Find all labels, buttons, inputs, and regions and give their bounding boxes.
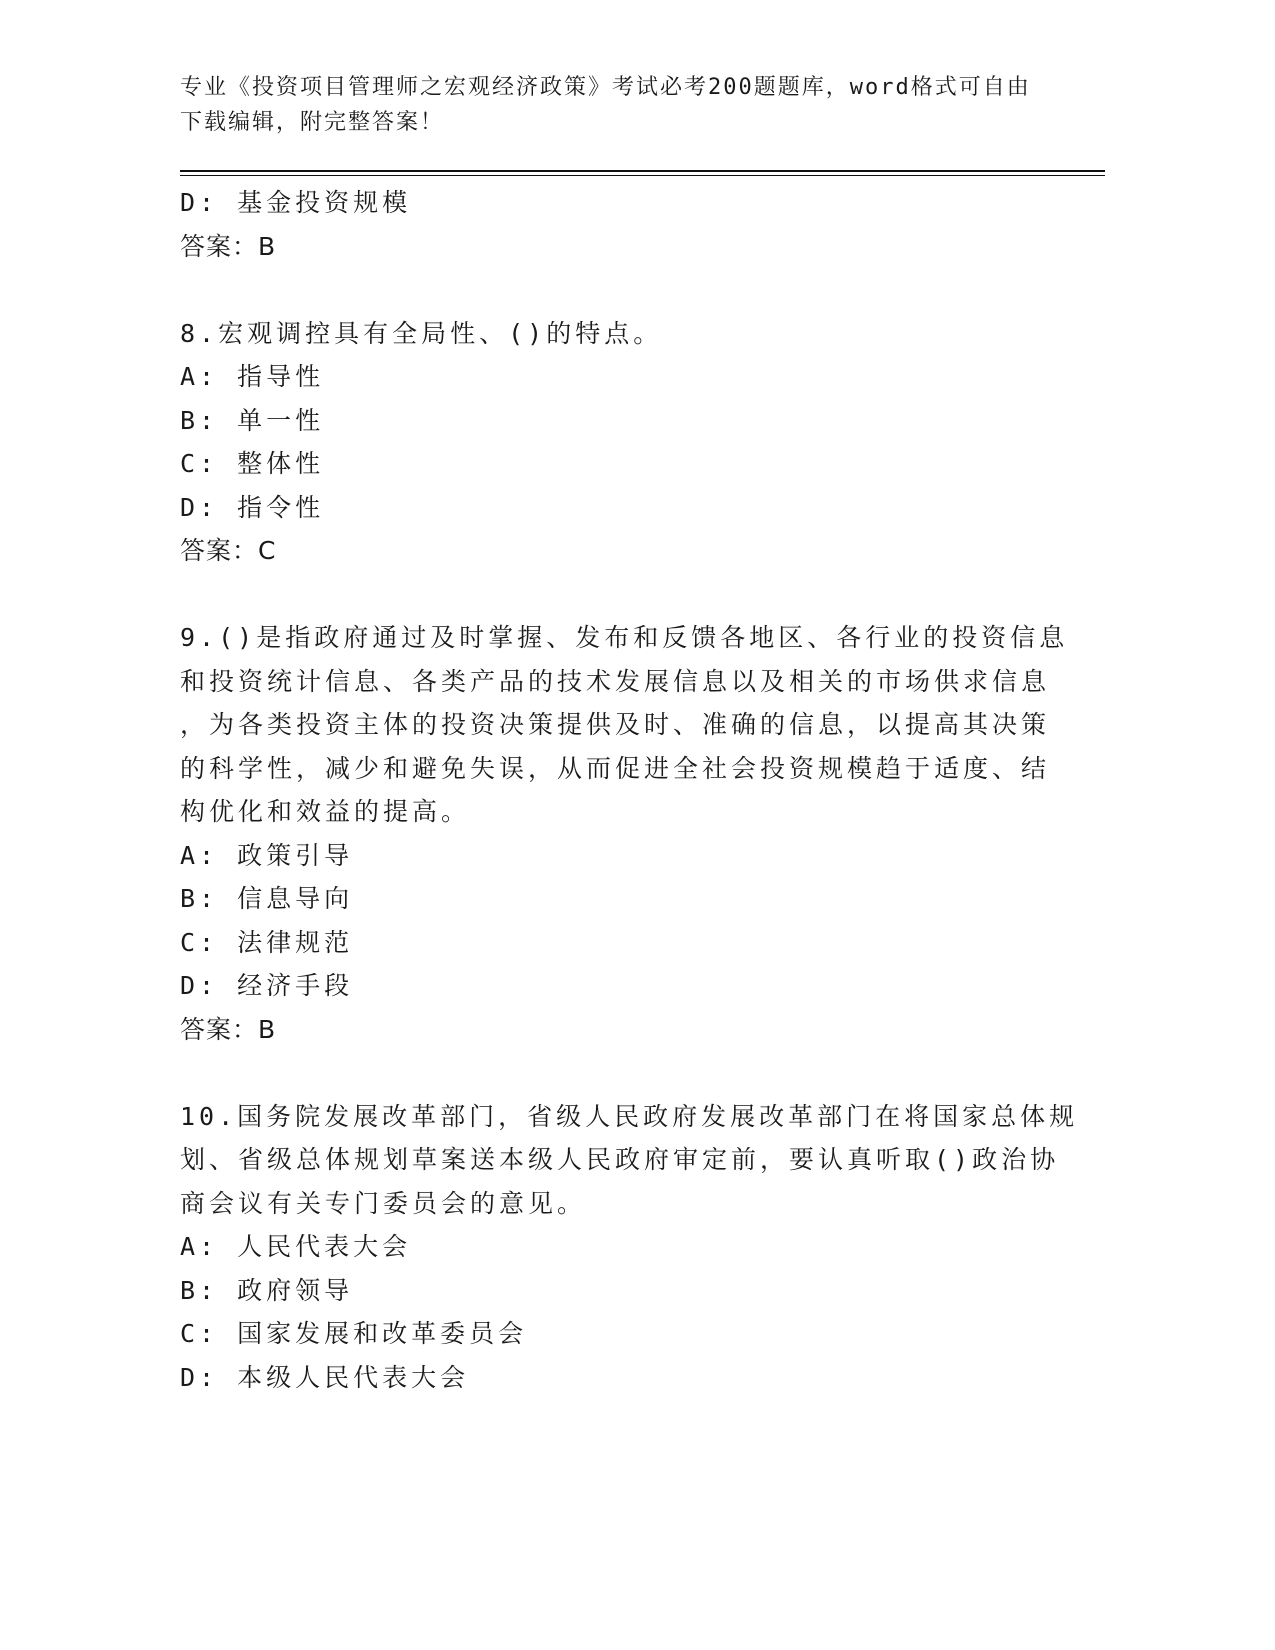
- q8-answer: 答案：C: [180, 536, 277, 565]
- q10-option-b: B: 政府领导: [180, 1275, 354, 1305]
- q8-option-a: A: 指导性: [180, 362, 325, 391]
- q9-answer: 答案：B: [180, 1014, 277, 1044]
- question-10: [180, 1095, 1079, 1400]
- q10-question-line-3: 商会议有关专门委员会的意见。: [180, 1188, 587, 1218]
- header-divider-thick: [180, 170, 1105, 172]
- q10-question-line-2: 划、省级总体规划草案送本级人民政府审定前，要认真听取()政治协: [180, 1145, 1060, 1174]
- q9-question-line-4: 的科学性，减少和避免失误，从而促进全社会投资规模趋于适度、结: [180, 753, 1051, 783]
- q9-question-line-5: 构优化和效益的提高。: [180, 797, 471, 826]
- q9-option-c: C: 法律规范: [180, 927, 354, 957]
- q9-option-d: D: 经济手段: [180, 971, 354, 1000]
- q10-option-d: D: 本级人民代表大会: [180, 1362, 470, 1392]
- q10-option-a: A: 人民代表大会: [180, 1232, 412, 1261]
- document-header: [180, 70, 1060, 140]
- q8-option-c: C: 整体性: [180, 449, 325, 478]
- q9-question-line-1: 9.()是指政府通过及时掌握、发布和反馈各地区、各行业的投资信息: [180, 623, 1069, 652]
- q9-question-line-3: ，为各类投资主体的投资决策提供及时、准确的信息，以提高其决策: [180, 710, 1051, 739]
- q8-question: 8.宏观调控具有全局性、()的特点。: [180, 318, 663, 348]
- question-8: [180, 312, 1040, 573]
- question-9: [180, 616, 1069, 1051]
- q10-question-line-1: 10.国务院发展改革部门，省级人民政府发展改革部门在将国家总体规: [180, 1101, 1079, 1131]
- spacer: [180, 573, 1040, 617]
- header-line-2: 下载编辑，附完整答案！: [180, 110, 445, 135]
- question-list: [180, 181, 1079, 1399]
- header-divider-thin: [180, 175, 1105, 176]
- spacer: [180, 1051, 1040, 1095]
- q9-question-line-2: 和投资统计信息、各类产品的技术发展信息以及相关的市场供求信息: [180, 666, 1051, 696]
- q10-option-c: C: 国家发展和改革委员会: [180, 1319, 528, 1348]
- q7-answer: 答案：B: [180, 231, 277, 261]
- q9-option-b: B: 信息导向: [180, 884, 354, 913]
- q9-option-a: A: 政策引导: [180, 840, 354, 870]
- q7-option-d: D: 基金投资规模: [180, 188, 412, 217]
- spacer: [180, 268, 1040, 312]
- q8-option-d: D: 指令性: [180, 492, 325, 522]
- q8-option-b: B: 单一性: [180, 405, 325, 435]
- header-line-1: 专业《投资项目管理师之宏观经济政策》考试必考200题题库，word格式可自由: [180, 75, 1031, 100]
